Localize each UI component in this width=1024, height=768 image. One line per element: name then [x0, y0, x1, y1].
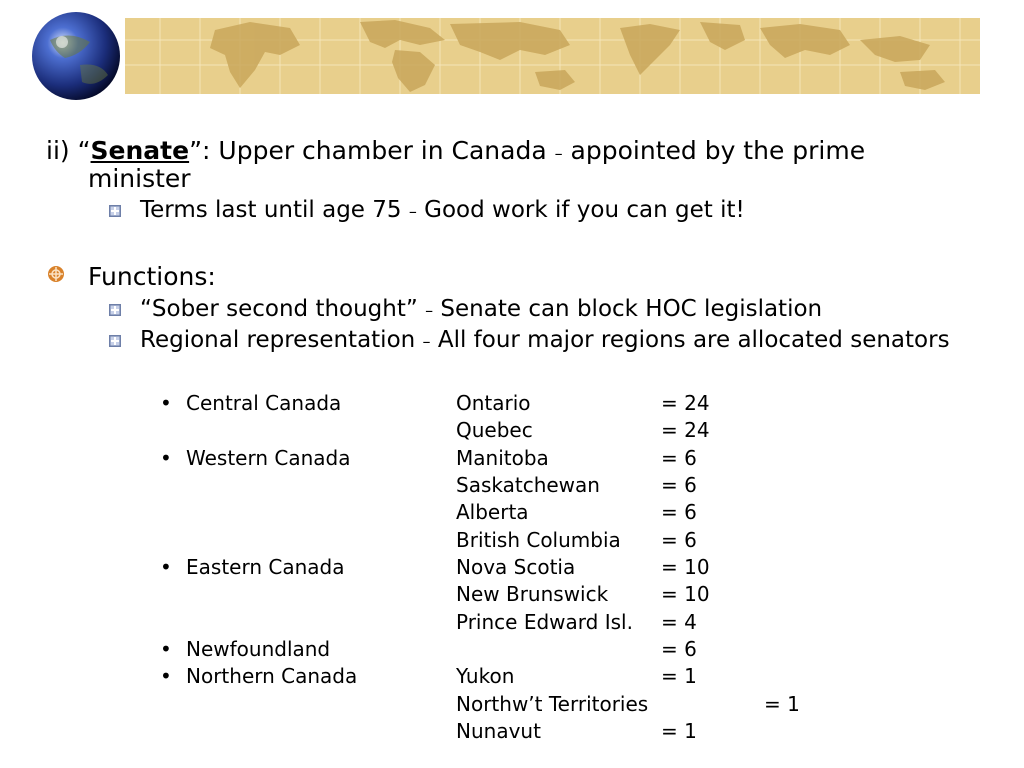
province-name: Quebec	[456, 418, 533, 442]
province-name: Manitoba	[456, 446, 549, 470]
seat-count: = 10	[661, 555, 710, 579]
region-name: Newfoundland	[186, 637, 331, 661]
region-name: Central Canada	[186, 391, 342, 415]
function-item-sober	[140, 295, 822, 325]
region-name: Eastern Canada	[186, 555, 345, 579]
province-name: Prince Edward Isl.	[456, 610, 633, 634]
seat-count: = 24	[661, 418, 710, 442]
header-banner	[0, 0, 1024, 110]
globe-icon	[32, 12, 120, 100]
region-name: Northern Canada	[186, 664, 358, 688]
square-bullet-icon	[109, 205, 121, 217]
heading-dash: –	[554, 144, 563, 163]
province-name: Nova Scotia	[456, 555, 576, 579]
province-name: Yukon	[456, 664, 515, 688]
senate-heading-line2: minister	[88, 164, 191, 193]
region-bullet: •	[160, 391, 172, 415]
function-item-regional	[140, 326, 950, 356]
seat-count: = 1	[661, 664, 697, 688]
province-name: British Columbia	[456, 528, 621, 552]
crosshair-bullet-icon	[47, 265, 65, 283]
region-bullet: •	[160, 555, 172, 579]
province-name: Ontario	[456, 391, 531, 415]
heading-rest: appointed by the prime	[562, 136, 866, 165]
terms-right: Good work if you can get it!	[416, 197, 745, 223]
region-bullet: •	[160, 664, 172, 688]
province-name: Saskatchewan	[456, 473, 600, 497]
region-bullet: •	[160, 446, 172, 470]
province-name: Nunavut	[456, 719, 541, 743]
region-bullet: •	[160, 637, 172, 661]
terms-dash: –	[408, 202, 417, 221]
terms-point	[140, 196, 745, 226]
function-dash: –	[425, 301, 434, 320]
seat-count: = 10	[661, 582, 710, 606]
function-left: “Sober second thought”	[140, 296, 426, 322]
functions-title: Functions:	[88, 262, 216, 291]
region-name: Western Canada	[186, 446, 351, 470]
terms-left: Terms last until age 75	[140, 197, 409, 223]
function-left: Regional representation	[140, 327, 423, 353]
province-name: Alberta	[456, 500, 529, 524]
heading-term: Senate	[90, 136, 190, 165]
heading-after-term: ”: Upper chamber in Canada	[189, 136, 555, 165]
function-dash: –	[422, 332, 431, 351]
seat-count: = 6	[661, 528, 697, 552]
square-bullet-icon	[109, 304, 121, 316]
province-name: Northw’t Territories	[456, 692, 649, 716]
square-bullet-icon	[109, 335, 121, 347]
seat-count: = 6	[661, 637, 697, 661]
function-right: Senate can block HOC legislation	[433, 296, 823, 322]
province-name: New Brunswick	[456, 582, 609, 606]
heading-prefix: ii) “	[46, 136, 91, 165]
seat-count: = 1	[764, 692, 800, 716]
seat-count: = 6	[661, 473, 697, 497]
function-right: All four major regions are allocated senators	[430, 327, 950, 353]
seat-count: = 24	[661, 391, 710, 415]
seat-count: = 6	[661, 446, 697, 470]
seat-count: = 1	[661, 719, 697, 743]
seat-count: = 4	[661, 610, 697, 634]
seat-count: = 6	[661, 500, 697, 524]
